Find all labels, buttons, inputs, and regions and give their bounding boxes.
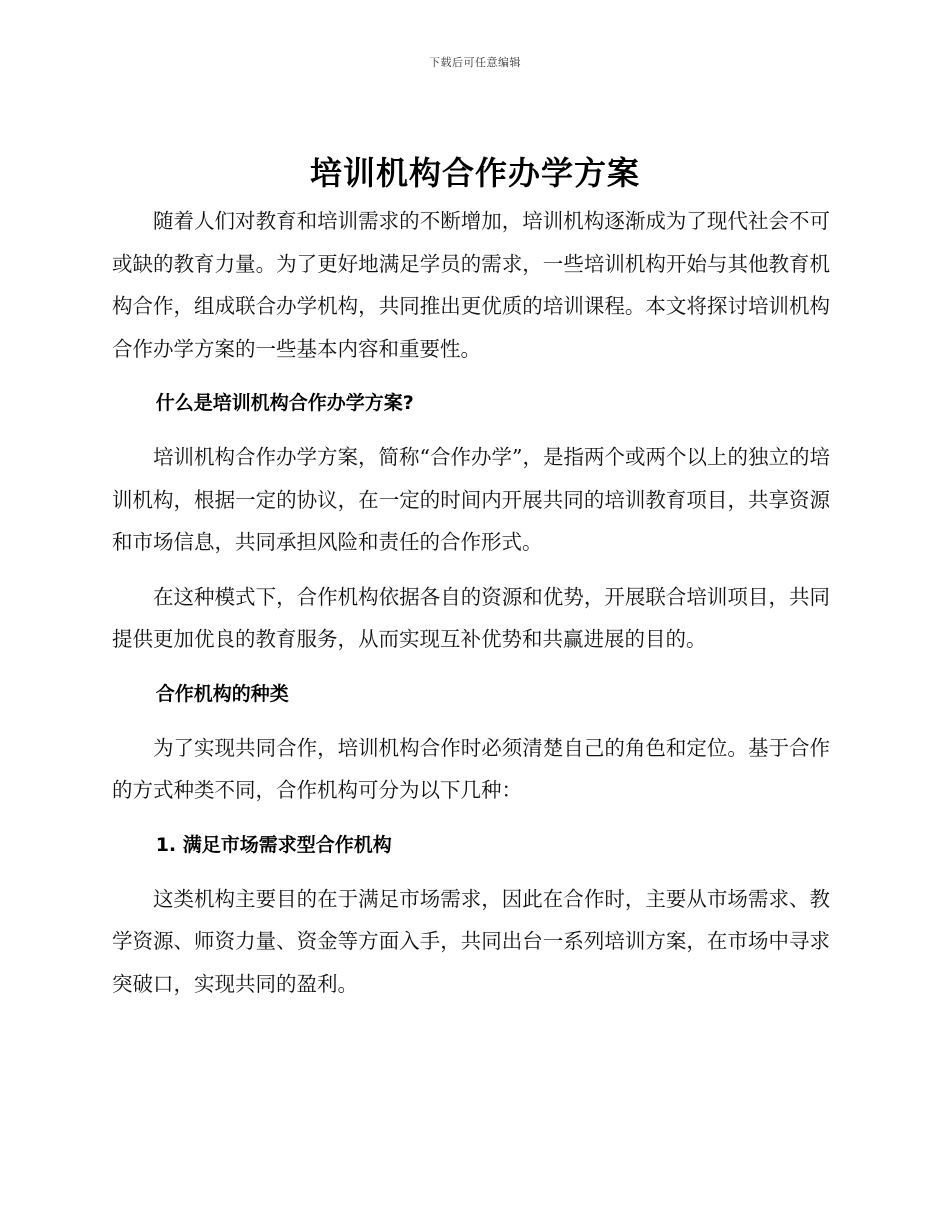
page-header-note: 下载后可任意编辑 — [429, 56, 521, 69]
section-heading-what-is: 什么是培训机构合作办学方案? — [155, 392, 414, 414]
intro-paragraph: 随着人们对教育和培训需求的不断增加，培训机构逐渐成为了现代社会不可或缺的教育力量。为了更好地满足学员的需求，一些培训机构开始与其他教育机构合作，组成联合办学机构，共同推出更优质的培训课程。本文将探讨培训机构合作办学方案的一些基本内容和重要性。 — [112, 209, 830, 361]
document-title: 培训机构合作办学方案 — [309, 154, 640, 192]
types-paragraph: 为了实现共同合作，培训机构合作时必须清楚自己的角色和定位。基于合作的方式种类不同，合作机构可分为以下几种： — [112, 735, 830, 802]
definition-paragraph: 培训机构合作办学方案，简称“合作办学”，是指两个或两个以上的独立的培训机构，根据一定的协议，在一定的时间内开展共同的培训教育项目，共享资源和市场信息，共同承担风险和责任的合作形式。 — [112, 445, 830, 554]
section-heading-types: 合作机构的种类 — [155, 682, 289, 705]
mode-paragraph: 在这种模式下，合作机构依据各自的资源和优势，开展联合培训项目，共同提供更加优良的教育服务，从而实现互补优势和共赢进展的目的。 — [112, 584, 830, 651]
document-body — [112, 200, 830, 1005]
section-heading-market-demand: 1. 满足市场需求型合作机构 — [155, 833, 392, 856]
market-demand-paragraph: 这类机构主要目的在于满足市场需求，因此在合作时，主要从市场需求、教学资源、师资力量、资金等方面入手，共同出台一系列培训方案，在市场中寻求突破口，实现共同的盈利。 — [112, 886, 830, 996]
